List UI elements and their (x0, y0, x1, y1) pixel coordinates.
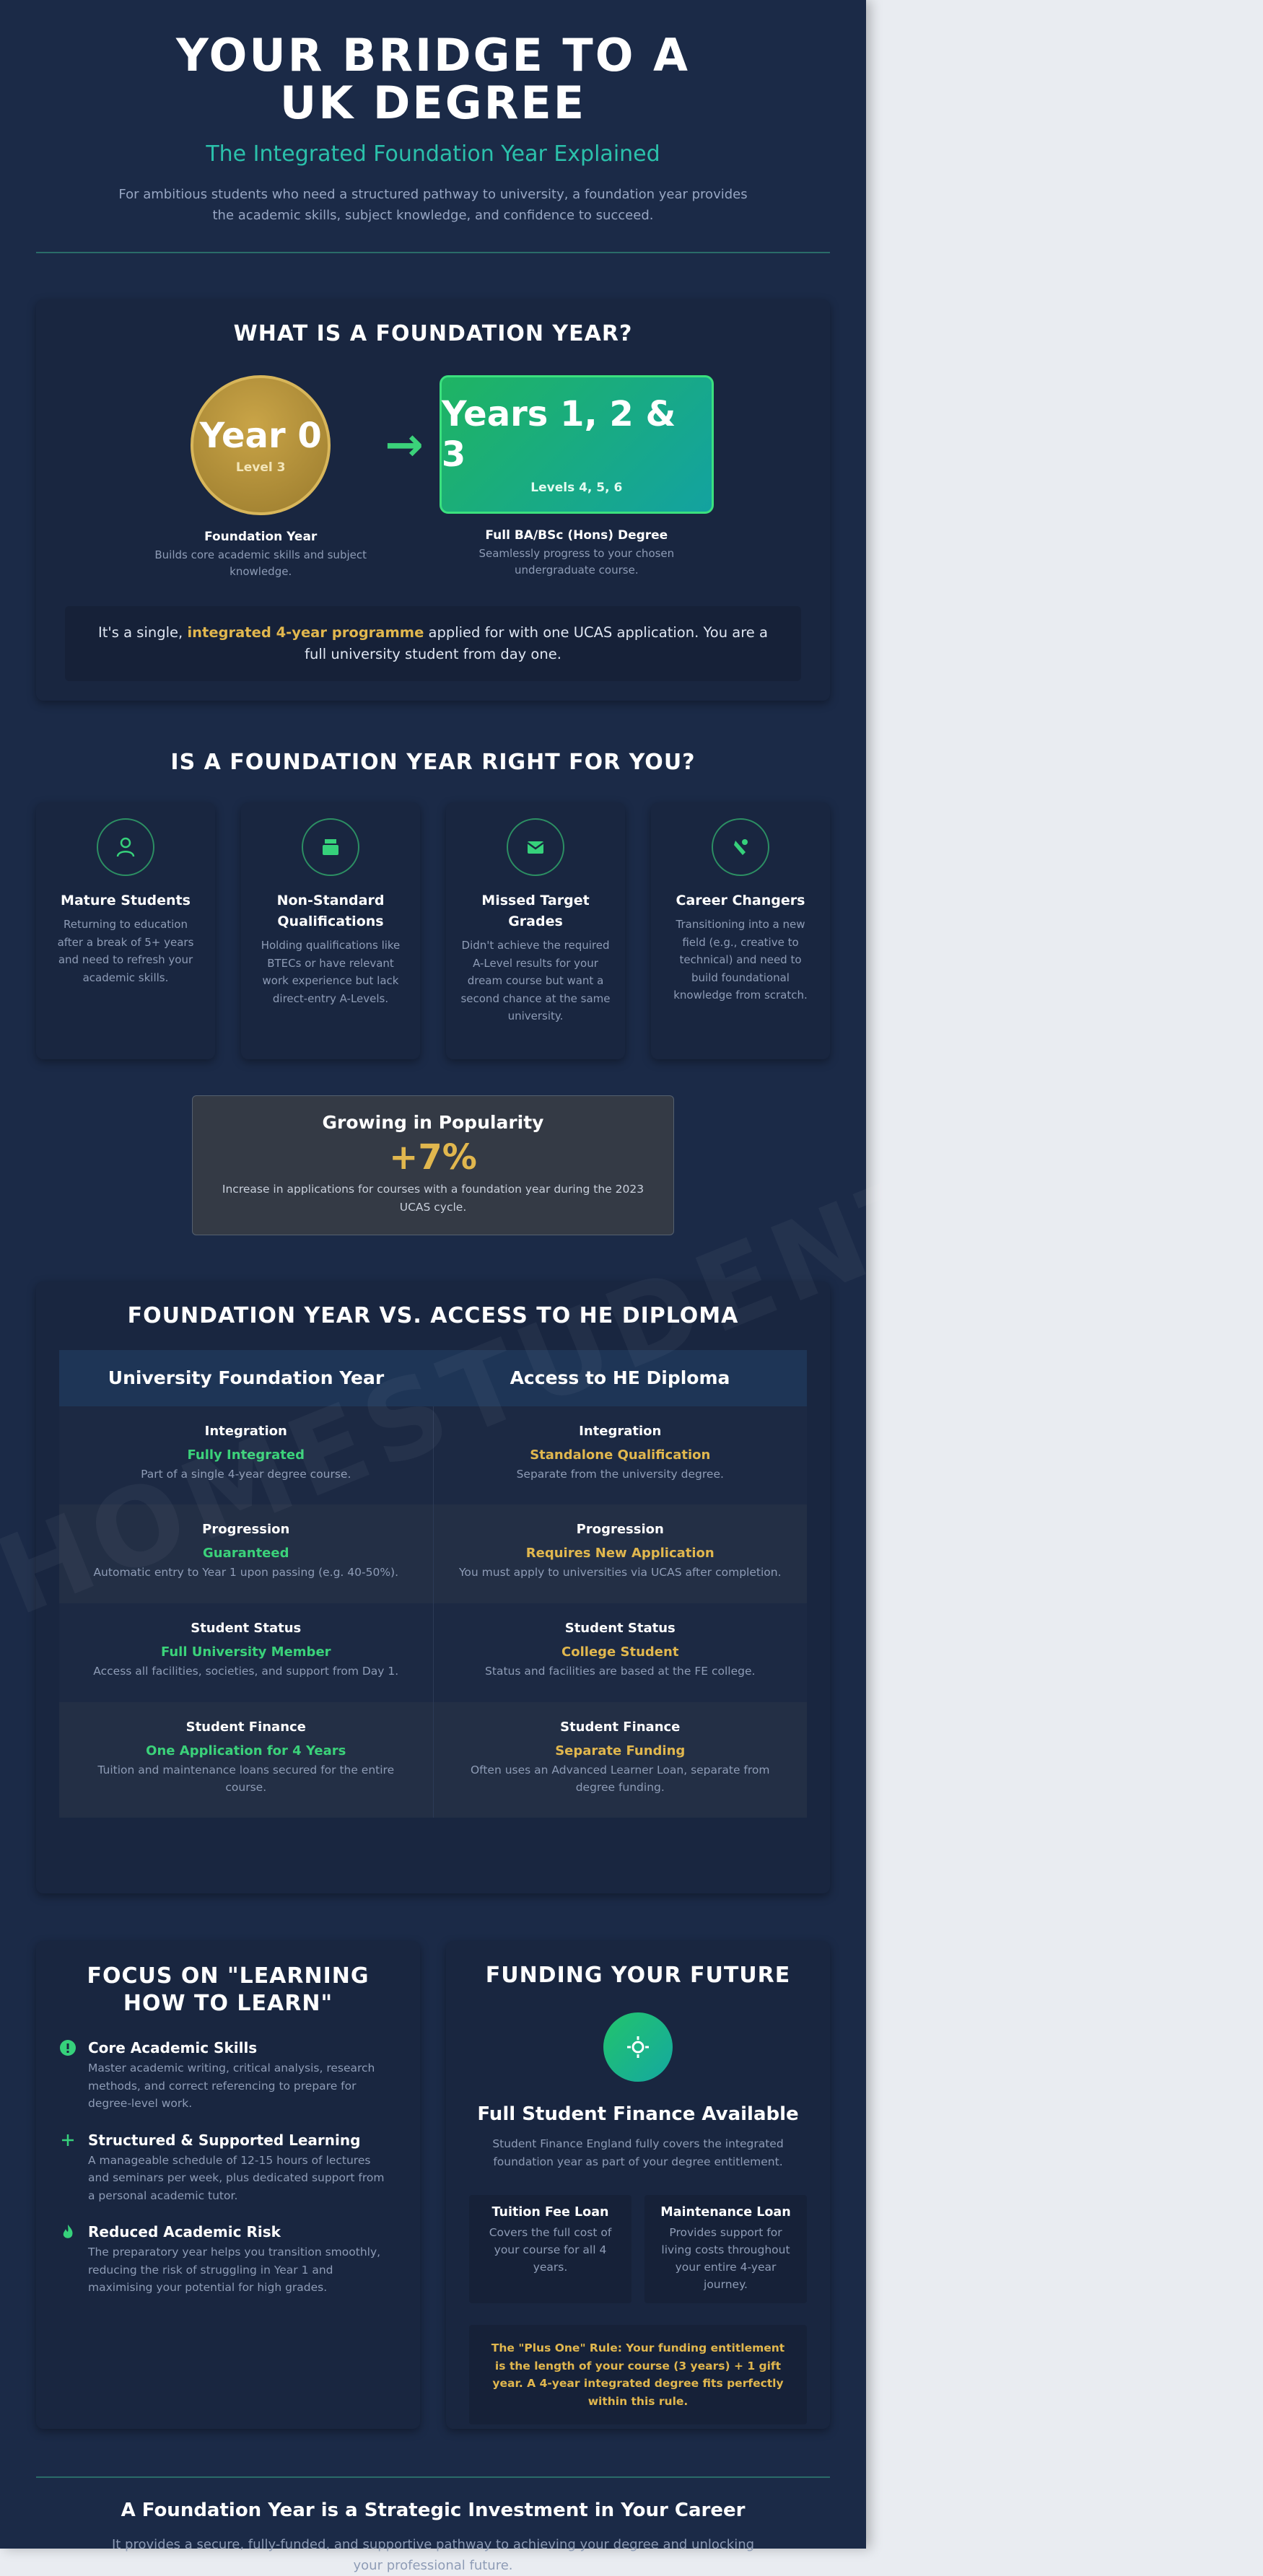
popularity-value: +7% (389, 1137, 477, 1178)
cell-desc: You must apply to universities via UCAS after completion. (459, 1566, 782, 1579)
learning-item-title: Reduced Academic Risk (88, 2223, 281, 2240)
info-icon (59, 2039, 77, 2113)
learning-item (59, 2132, 391, 2205)
cell-desc: Automatic entry to Year 1 upon passing (e.g. 40-50%). (93, 1566, 399, 1579)
arrow-right-icon: → (385, 419, 424, 472)
comparison-panel (36, 1282, 830, 1893)
year0-label: Year 0 (199, 416, 322, 456)
funding-subheading: Full Student Finance Available (477, 2103, 799, 2125)
card-desc: Didn't achieve the required A-Level results for your dream course but want a second chance at the same university. (460, 939, 611, 1022)
row-label: Student Status (564, 1621, 676, 1636)
funding-heading: FUNDING YOUR FUTURE (485, 1963, 791, 1988)
year0-caption (152, 530, 369, 580)
row-label: Progression (576, 1522, 664, 1537)
row-label: Progression (202, 1522, 290, 1537)
table-cell (433, 1504, 808, 1603)
column-header-access: Access to HE Diploma (510, 1367, 730, 1388)
funding-panel (446, 1941, 830, 2429)
flame-icon (59, 2223, 77, 2297)
column-header-foundation: University Foundation Year (108, 1367, 385, 1388)
learning-item-desc: The preparatory year helps you transition smoothly, reducing the risk of struggling in Year 1 and maximising your potential for high grades. (88, 2246, 381, 2294)
right-for-you-heading: IS A FOUNDATION YEAR RIGHT FOR YOU? (170, 750, 696, 775)
callout-highlight: integrated 4-year programme (187, 624, 424, 641)
footer-desc: It provides a secure, fully-funded, and supportive pathway to achieving your degree and unlocking your professional future. (111, 2537, 755, 2573)
years-column (440, 375, 714, 579)
cell-value: Standalone Qualification (530, 1447, 711, 1463)
comparison-heading: FOUNDATION YEAR VS. ACCESS TO HE DIPLOMA (127, 1303, 739, 1328)
table-cell (59, 1702, 433, 1818)
what-is-heading: WHAT IS A FOUNDATION YEAR? (233, 321, 633, 346)
cell-desc: Separate from the university degree. (516, 1468, 724, 1481)
maintenance-loan-box (644, 2195, 807, 2303)
row-label: Integration (579, 1424, 662, 1439)
plus-icon (59, 2132, 77, 2205)
footer-title: A Foundation Year is a Strategic Investment in Your Career (121, 2500, 746, 2521)
learning-item-desc: A manageable schedule of 12-15 hours of lectures and seminars per week, plus dedicated support from a personal academic tutor. (88, 2153, 385, 2202)
cell-desc: Status and facilities are based at the FE college. (485, 1665, 756, 1678)
learning-item-title: Core Academic Skills (88, 2039, 258, 2056)
card-missed-grades (446, 802, 625, 1059)
learning-item-desc: Master academic writing, critical analysis, research methods, and correct referencing to prepare for degree-level work. (88, 2062, 375, 2110)
cell-value: Fully Integrated (187, 1447, 305, 1463)
degree-years-levels: Levels 4, 5, 6 (530, 481, 623, 495)
card-desc: Transitioning into a new field (e.g., creative to technical) and need to build foundational knowledge from scratch. (673, 918, 808, 1002)
learning-funding-row (36, 1941, 830, 2429)
table-row (59, 1406, 807, 1504)
popularity-title: Growing in Popularity (322, 1112, 544, 1133)
page-title: YOUR BRIDGE TO A UK DEGREE (176, 29, 690, 129)
card-non-standard (241, 802, 420, 1059)
degree-years-badge (440, 375, 714, 514)
degree-caption-desc: Seamlessly progress to your chosen undergraduate course. (478, 547, 675, 577)
learning-heading: FOCUS ON "LEARNING HOW TO LEARN" (87, 1963, 370, 2016)
certificate-icon (302, 818, 359, 876)
cell-desc: Part of a single 4-year degree course. (141, 1468, 351, 1481)
learning-item-title: Structured & Supported Learning (88, 2131, 361, 2149)
footer-divider (36, 2476, 830, 2478)
cell-desc: Often uses an Advanced Learner Loan, separate from degree funding. (470, 1764, 770, 1794)
year-flow (36, 375, 830, 580)
page-subtitle: The Integrated Foundation Year Explained (206, 141, 660, 167)
table-cell (433, 1603, 808, 1702)
person-icon (97, 818, 154, 876)
year0-caption-title: Foundation Year (204, 530, 318, 544)
popularity-box (192, 1095, 674, 1235)
cell-desc: Tuition and maintenance loans secured for the entire course. (97, 1764, 395, 1794)
learning-panel (36, 1941, 420, 2429)
learning-item (59, 2039, 391, 2113)
year0-column (152, 375, 369, 580)
card-desc: Holding qualifications like BTECs or have relevant work experience but lack direct-entry A-Levels. (261, 939, 401, 1005)
degree-caption (440, 528, 714, 579)
learning-item (59, 2223, 391, 2297)
tuition-loan-box (469, 2195, 632, 2303)
loan-desc: Provides support for living costs throughout your entire 4-year journey. (661, 2226, 790, 2291)
callout-text-post: applied for with one UCAS application. You are a full university student from day one. (305, 624, 768, 662)
table-cell (433, 1702, 808, 1818)
table-cell (433, 1406, 808, 1504)
loan-desc: Covers the full cost of your course for all 4 years. (489, 2226, 612, 2274)
degree-years-label: Years 1, 2 & 3 (441, 394, 676, 475)
page-intro: For ambitious students who need a structured pathway to university, a foundation year provides the academic skills, subject knowledge, and confidence to succeed. (118, 187, 748, 223)
row-label: Student Finance (185, 1719, 306, 1735)
table-cell (59, 1504, 433, 1603)
card-title: Career Changers (676, 893, 805, 908)
cell-desc: Access all facilities, societies, and support from Day 1. (93, 1665, 399, 1678)
table-row (59, 1702, 807, 1818)
cell-value: Requires New Application (525, 1546, 714, 1561)
card-title: Mature Students (61, 893, 191, 908)
what-is-panel (36, 299, 830, 701)
funding-desc: Student Finance England fully covers the integrated foundation year as part of your degree entitlement. (492, 2137, 784, 2168)
cell-value: College Student (561, 1644, 679, 1660)
year0-level: Level 3 (235, 460, 286, 475)
table-header (59, 1350, 807, 1406)
envelope-icon (507, 818, 564, 876)
table-cell (59, 1603, 433, 1702)
audience-cards (36, 802, 830, 1059)
cell-value: Separate Funding (555, 1743, 686, 1758)
card-desc: Returning to education after a break of 5+ years and need to refresh your academic skills. (57, 918, 194, 984)
year0-badge (191, 375, 331, 515)
header-divider (36, 252, 830, 253)
card-mature-students (36, 802, 215, 1059)
loan-boxes (469, 2195, 807, 2303)
loan-title: Tuition Fee Loan (491, 2205, 609, 2220)
degree-caption-title: Full BA/BSc (Hons) Degree (485, 528, 668, 543)
cell-value: One Application for 4 Years (146, 1743, 346, 1758)
row-label: Student Status (191, 1621, 302, 1636)
coin-icon (603, 2012, 673, 2082)
table-row (59, 1603, 807, 1702)
integrated-callout (65, 606, 801, 681)
loan-title: Maintenance Loan (660, 2205, 791, 2220)
table-cell (59, 1406, 433, 1504)
year0-caption-desc: Builds core academic skills and subject knowledge. (154, 548, 367, 578)
table-row (59, 1504, 807, 1603)
popularity-desc: Increase in applications for courses with a foundation year during the 2023 UCAS cycle. (222, 1183, 644, 1214)
callout-text-pre: It's a single, (98, 624, 183, 641)
career-change-icon (712, 818, 769, 876)
card-title: Missed Target Grades (481, 893, 590, 929)
cell-value: Guaranteed (203, 1546, 289, 1561)
row-label: Student Finance (560, 1719, 681, 1735)
plus-one-rule: The "Plus One" Rule: Your funding entitlement is the length of your course (3 years) + 1 gift year. A 4-year integrated degree fits perfectly within this rule. (469, 2325, 807, 2424)
comparison-table (59, 1350, 807, 1818)
card-title: Non-Standard Qualifications (276, 893, 385, 929)
cell-value: Full University Member (160, 1644, 331, 1660)
card-career-changers (651, 802, 830, 1059)
row-label: Integration (204, 1424, 287, 1439)
